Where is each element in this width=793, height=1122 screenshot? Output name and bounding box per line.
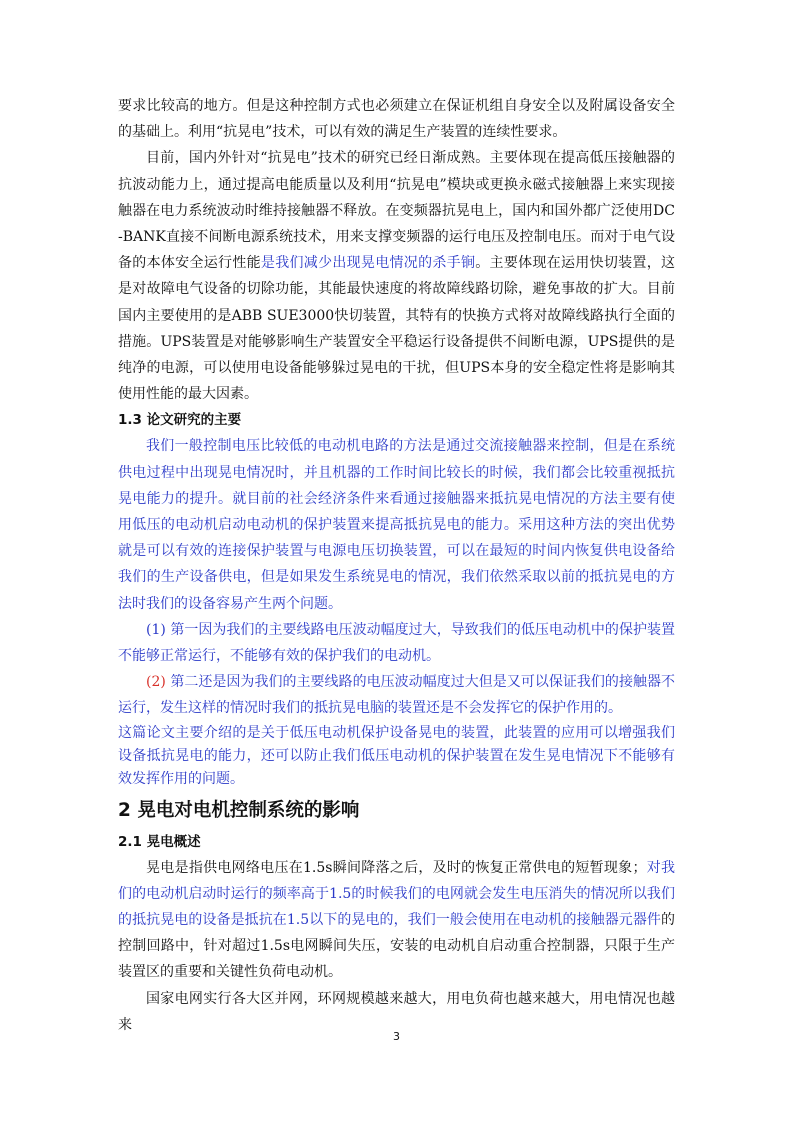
list-text: 第二还是因为我们的主要线路的电压波动幅度过大但是又可以保证我们的接触器不运行，发生这样的情况时我们的抵抗晃电脑的装置还是不会发挥它的保护作用的。: [118, 674, 676, 717]
list-marker: (1): [146, 621, 166, 638]
list-marker: (2): [146, 674, 166, 691]
section-heading-1-3: 1.3 论文研究的主要: [118, 412, 242, 429]
paragraph-summary: [118, 722, 675, 791]
paragraph-text: 国家电网实行各大区并网，环网规模越来越大，用电负荷也越来越大，用电情况也越来: [118, 990, 675, 1033]
paragraph-definition: [118, 855, 675, 986]
paragraph-text: 。主要体现在运用快切装置，这是对故障电气设备的切除功能，其能最快速度的将故障线路切除，避免事故的扩大。目前国内主要使用的是ABB SUE3000快切装置，其特有的快换方式将对故障线路执行全面的措施。UPS装置是对能够影响生产装置安全平稳运行设备提供不间断电源，UPS提供的是纯净的电源，可以使用电设备能够躲过晃电的干扰，但UPS本身的安全稳定性将是影响其使用性能的最大因素。: [118, 255, 676, 403]
chapter-heading-2: 2 晃电对电机控制系统的影响: [118, 799, 360, 821]
section-heading-2-1: 2.1 晃电概述: [118, 833, 201, 850]
paragraph-current-research: [118, 145, 675, 407]
paragraph-method: [118, 433, 675, 616]
paragraph-text: 这篇论文主要介绍的是关于低压电动机保护设备晃电的装置，此装置的应用可以增强我们设备抵抗晃电的能力，还可以防止我们低压电动机的保护装置在发生晃电情况下不能够有效发挥作用的问题。: [118, 724, 675, 787]
paragraph-text: 晃电是指供电网络电压在1.5s瞬间降落之后，及时的恢复正常供电的短暂现象；: [146, 859, 647, 876]
highlighted-text: 对我们的电动机启动时运行的频率高于1.5的时候我们的电网就会发生电压消失的情况所以我们的抵抗晃电的设备是抵抗在1.5以下的晃电的，我们一般会使用在电动机的接触器元器件: [118, 859, 675, 929]
document-body: [118, 93, 675, 1038]
list-text: 第一因为我们的主要线路电压波动幅度过大，导致我们的低压电动机中的保护装置不能够正常运行，不能够有效的保护我们的电动机。: [118, 621, 676, 665]
page-number: 3: [393, 1030, 400, 1043]
list-item-1: [118, 617, 675, 669]
paragraph-text: 目前，国内外针对“抗晃电”技术的研究已经日渐成熟。主要体现在提高低压接触器的抗波动能力上，通过提高电能质量以及利用“抗晃电”模块或更换永磁式接触器上来实现接触器在电力系统波动时维持接触器不释放。在变频器抗晃电上，国内和国外都广泛使用DC-BANK直接不间断电源系统技术，用来支撑变频器的运行电压及控制电压。而对于电气设备的本体安全运行性能: [118, 150, 675, 272]
highlighted-text: 是我们减少出现晃电情况的杀手锏: [260, 255, 476, 272]
paragraph-text: 要求比较高的地方。但是这种控制方式也必须建立在保证机组自身安全以及附属设备安全的基础上。利用“抗晃电”技术，可以有效的满足生产装置的连续性要求。: [118, 98, 675, 141]
paragraph-text: 我们一般控制电压比较低的电动机电路的方法是通过交流接触器来控制，但是在系统供电过程中出现晃电情况时，并且机器的工作时间比较长的时候，我们都会比较重视抵抗晃电能力的提升。就目前的社会经济条件来看通过接触器来抵抗晃电情况的方法主要有使用低压的电动机启动电动机的保护装置来提高抵抗晃电的能力。采用这种方法的突出优势就是可以有效的连接保护装置与电源电压切换装置，可以在最短的时间内恢复供电设备给我们的生产设备供电，但是如果发生系统晃电的情况，我们依然采取以前的抵抗晃电的方法时我们的设备容易产生两个问题。: [118, 438, 675, 612]
list-item-2: [118, 669, 675, 721]
paragraph-text: 的控制回路中，针对超过1.5s电网瞬间失压，安装的电动机自启动重合控制器，只限于生产装置区的重要和关键性负荷电动机。: [118, 912, 675, 981]
paragraph-continuation: [118, 93, 675, 145]
